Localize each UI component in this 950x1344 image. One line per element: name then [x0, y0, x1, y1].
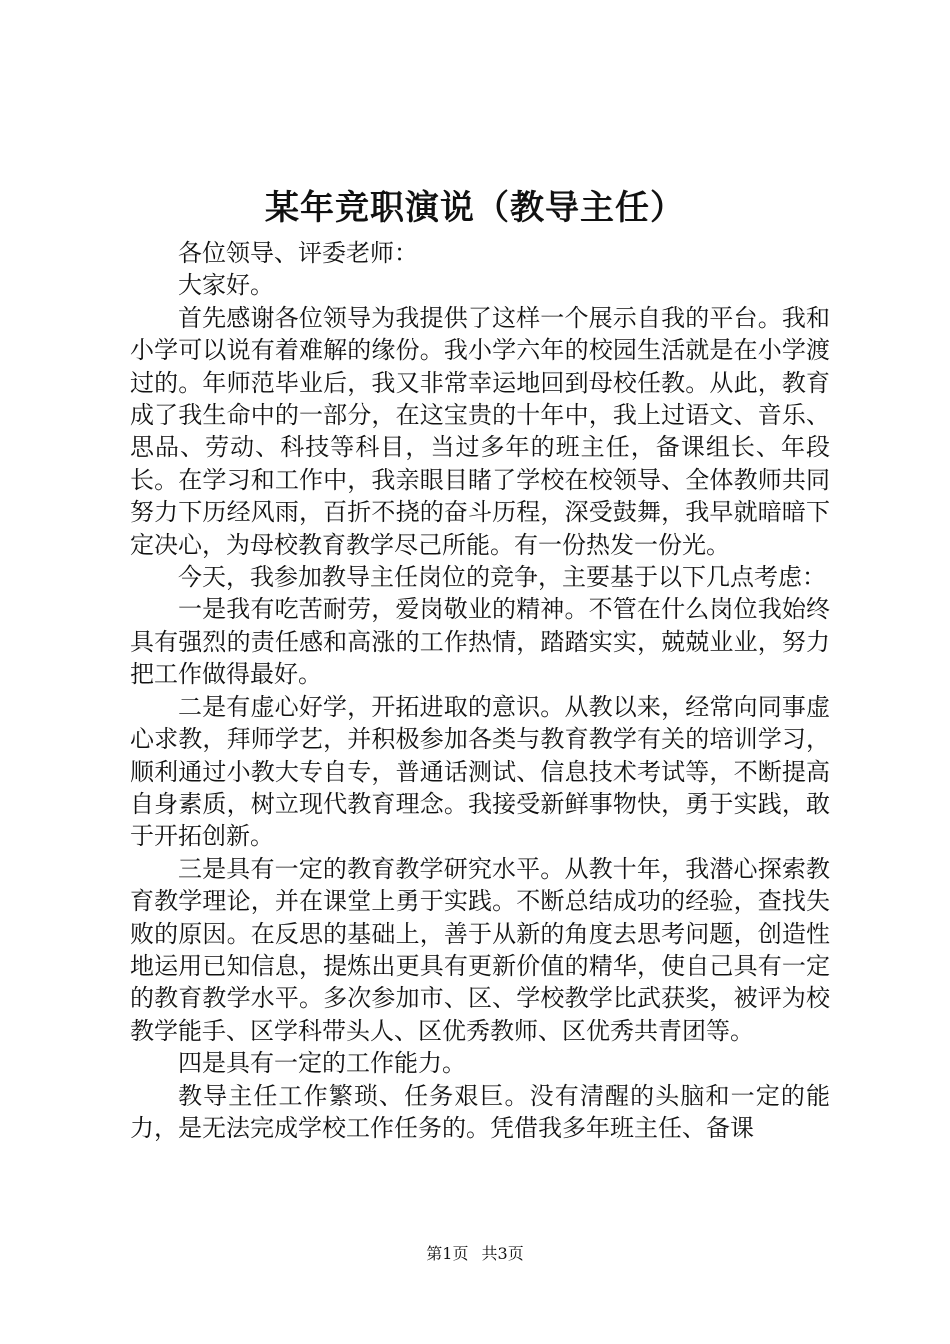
- paragraph-reason-one: 一是我有吃苦耐劳，爱岗敬业的精神。不管在什么岗位我始终具有强烈的责任感和高涨的工作热情，踏踏实实，兢兢业业，努力把工作做得最好。: [130, 595, 830, 689]
- page-number: 第1页: [426, 1244, 469, 1263]
- paragraph-reason-three: 三是具有一定的教育教学研究水平。从教十年，我潜心探索教育教学理论，并在课堂上勇于实践。不断总结成功的经验，查找失败的原因。在反思的基础上，善于从新的角度去思考问题，创造性地运用已知信息，提炼出更具有更新价值的精华，使自己具有一定的教育教学水平。多次参加市、区、学校教学比武获奖，被评为校教学能手、区学科带头人、区优秀教师、区优秀共青团等。: [130, 854, 830, 1045]
- paragraph-work-ability: 教导主任工作繁琐、任务艰巨。没有清醒的头脑和一定的能力，是无法完成学校工作任务的。凭借我多年班主任、备课: [130, 1081, 830, 1142]
- paragraph-intro: 首先感谢各位领导为我提供了这样一个展示自我的平台。我和小学可以说有着难解的缘份。我小学六年的校园生活就是在小学渡过的。年师范毕业后，我又非常幸运地回到母校任教。从此，教育成了我生命中的一部分，在这宝贵的十年中，我上过语文、音乐、思品、劳动、科技等科目，当过多年的班主任，备课组长、年段长。在学习和工作中，我亲眼目睹了学校在校领导、全体教师共同努力下历经风雨，百折不挠的奋斗历程，深受鼓舞，我早就暗暗下定决心，为母校教育教学尽己所能。有一份热发一份光。: [130, 303, 830, 559]
- paragraph-reason-two: 二是有虚心好学，开拓进取的意识。从教以来，经常向同事虚心求教，拜师学艺，并积极参加各类与教育教学有关的培训学习，顺利通过小教大专自专，普通话测试、信息技术考试等，不断提高自身素质，树立现代教育理念。我接受新鲜事物快，勇于实践，敢于开拓创新。: [130, 692, 830, 851]
- document-title: 某年竞职演说（教导主任）: [265, 188, 685, 228]
- page-total: 共3页: [481, 1244, 524, 1263]
- document-body: [130, 237, 830, 1144]
- salutation: 各位领导、评委老师：: [178, 239, 418, 267]
- greeting: 大家好。: [178, 271, 274, 300]
- paragraph-reason-four: 四是具有一定的工作能力。: [178, 1049, 466, 1078]
- paragraph-reasons: 今天，我参加教导主任岗位的竞争，主要基于以下几点考虑：: [178, 563, 826, 592]
- page-footer: [0, 1242, 950, 1266]
